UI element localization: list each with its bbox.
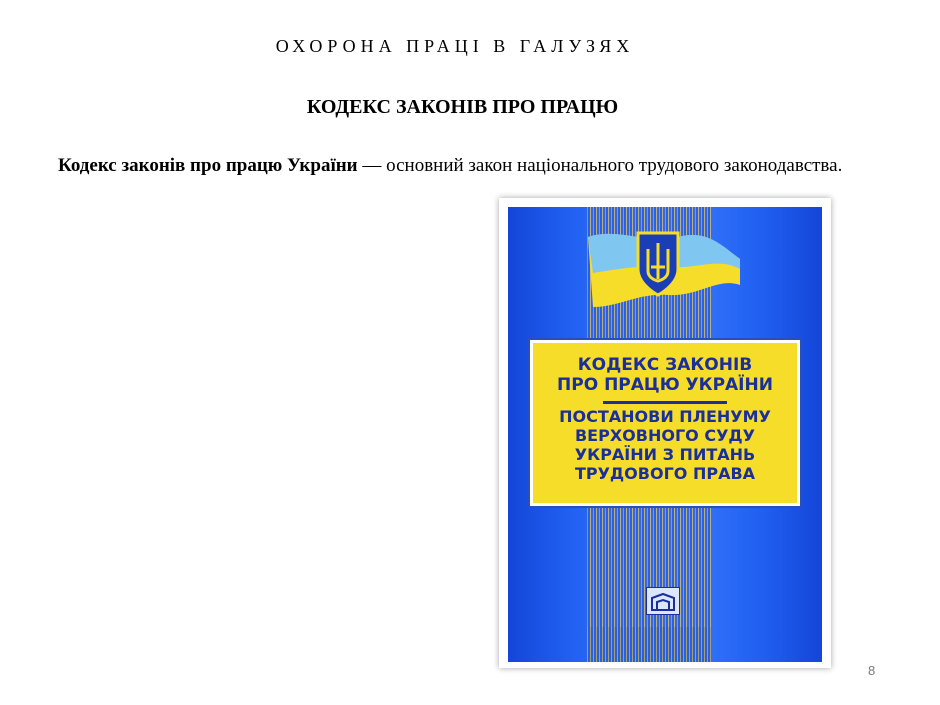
cover-title-label bbox=[530, 340, 800, 506]
publisher-logo-icon bbox=[646, 587, 680, 615]
paragraph-bold-term: Кодекс законів про працю України bbox=[58, 155, 358, 176]
cover-bottom-stripes bbox=[587, 627, 711, 662]
cover-subtitle bbox=[533, 407, 797, 483]
paragraph-text: — основний закон національного трудового законодавства. bbox=[357, 155, 843, 176]
body-paragraph bbox=[58, 152, 898, 180]
trident-coat-of-arms-icon bbox=[638, 233, 678, 295]
cover-title-line1: КОДЕКС ЗАКОНІВ bbox=[577, 355, 753, 375]
book-cover bbox=[508, 207, 822, 662]
cover-subtitle-line: УКРАЇНИ З ПИТАНЬ bbox=[574, 445, 756, 464]
cover-subtitle-line: ТРУДОВОГО ПРАВА bbox=[574, 464, 756, 483]
slide-title: КОДЕКС ЗАКОНІВ ПРО ПРАЦЮ bbox=[306, 96, 619, 118]
cover-subtitle-line: ВЕРХОВНОГО СУДУ bbox=[574, 426, 755, 445]
page-number: 8 bbox=[868, 663, 876, 678]
book-cover-image bbox=[499, 198, 831, 668]
cover-subtitle-line: ПОСТАНОВИ ПЛЕНУМУ bbox=[559, 407, 771, 426]
slide-header: ОХОРОНА ПРАЦІ В ГАЛУЗЯХ bbox=[275, 36, 635, 56]
cover-divider bbox=[603, 401, 727, 404]
ukraine-flag-icon bbox=[508, 207, 822, 337]
cover-title-line2: ПРО ПРАЦЮ УКРАЇНИ bbox=[557, 375, 773, 395]
